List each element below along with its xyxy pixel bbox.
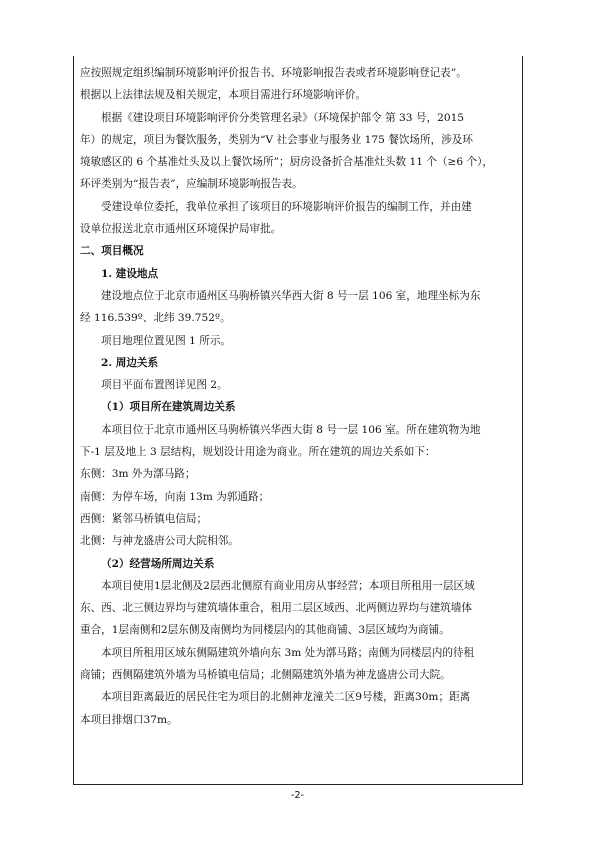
paragraph-line: 重合，1层南侧和2层东侧及南侧均为同楼层内的其他商铺、3层区域均为商铺。	[80, 624, 450, 637]
paragraph-line: 商铺；西侧隔建筑外墙为马桥镇电信局；北侧隔建筑外墙为神龙盛唐公司大院。	[80, 669, 451, 682]
paragraph-line: 东侧：3m 外为漷马路；	[80, 468, 196, 481]
paragraph-line: 东、西、北三侧边界均与建筑墙体重合，租用二层区域西、北两侧边界均与建筑墙体	[80, 602, 472, 615]
section-heading: （1）项目所在建筑周边关系	[101, 401, 236, 414]
paragraph-line: 境敏感区的 6 个基准灶头及以上餐饮场所”；厨房设备折合基准灶头数 11 个（≥6 个），	[80, 156, 493, 169]
paragraph-line: 下-1 层及地上 3 层结构，规划设计用途为商业。所在建筑的周边关系如下：	[80, 446, 436, 459]
paragraph-line: 本项目排烟口37m。	[80, 713, 178, 726]
paragraph-line: 本项目距离最近的居民住宅为项目的北侧神龙潼关二区9号楼，距离30m；距离	[101, 691, 471, 704]
paragraph-line: 设单位报送北京市通州区环境保护局审批。	[80, 223, 282, 236]
paragraph-line: 根据以上法律法规及相关规定，本项目需进行环境影响评价。	[80, 89, 367, 102]
paragraph-line: 西侧：紧邻马桥镇电信局；	[80, 512, 208, 525]
paragraph-line: 项目平面布置图详见图 2。	[101, 379, 228, 392]
paragraph-line: 项目地理位置见图 1 所示。	[101, 334, 232, 347]
paragraph-line: 年）的规定，项目为餐饮服务，类别为“V 社会事业与服务业 175 餐饮场所，涉及环	[80, 133, 473, 146]
paragraph-line: 本项目使用1层北侧及2层西北侧原有商业用房从事经营；本项目所租用一层区域	[101, 579, 475, 592]
section-heading: 二、项目概况	[80, 245, 144, 258]
document-body	[80, 62, 520, 731]
paragraph-line: 应按照规定组织编制环境影响评价报告书、环境影响报告表或者环境影响登记表”。	[80, 67, 467, 79]
paragraph-line: 本项目所租用区域东侧隔建筑外墙向东 3m 处为漷马路；南侧为同楼层内的待租	[101, 646, 475, 659]
paragraph-line: 本项目位于北京市通州区马驹桥镇兴华西大街 8 号一层 106 室。所在建筑物为地	[101, 423, 481, 436]
paragraph-line: 北侧：与神龙盛唐公司大院相邻。	[80, 535, 239, 548]
paragraph-line: 根据《建设项目环境影响评价分类管理名录》（环境保护部令 第 33 号，2015	[101, 111, 465, 124]
section-heading: （2）经营场所周边关系	[101, 557, 215, 570]
paragraph-line: 南侧：为停车场，向南 13m 为郭通路；	[80, 490, 270, 503]
paragraph-line: 经 116.539º、北纬 39.752º。	[80, 312, 231, 325]
paragraph-line: 受建设单位委托，我单位承担了该项目的环境影响评价报告的编制工作，并由建	[101, 200, 472, 213]
paragraph-line: 建设地点位于北京市通州区马驹桥镇兴华西大街 8 号一层 106 室，地理坐标为东	[101, 289, 481, 302]
page-number: -2-	[291, 790, 304, 801]
section-heading: 2. 周边关系	[101, 356, 159, 369]
section-heading: 1. 建设地点	[101, 267, 159, 280]
paragraph-line: 环评类别为“报告表”，应编制环境影响报告表。	[80, 178, 303, 191]
